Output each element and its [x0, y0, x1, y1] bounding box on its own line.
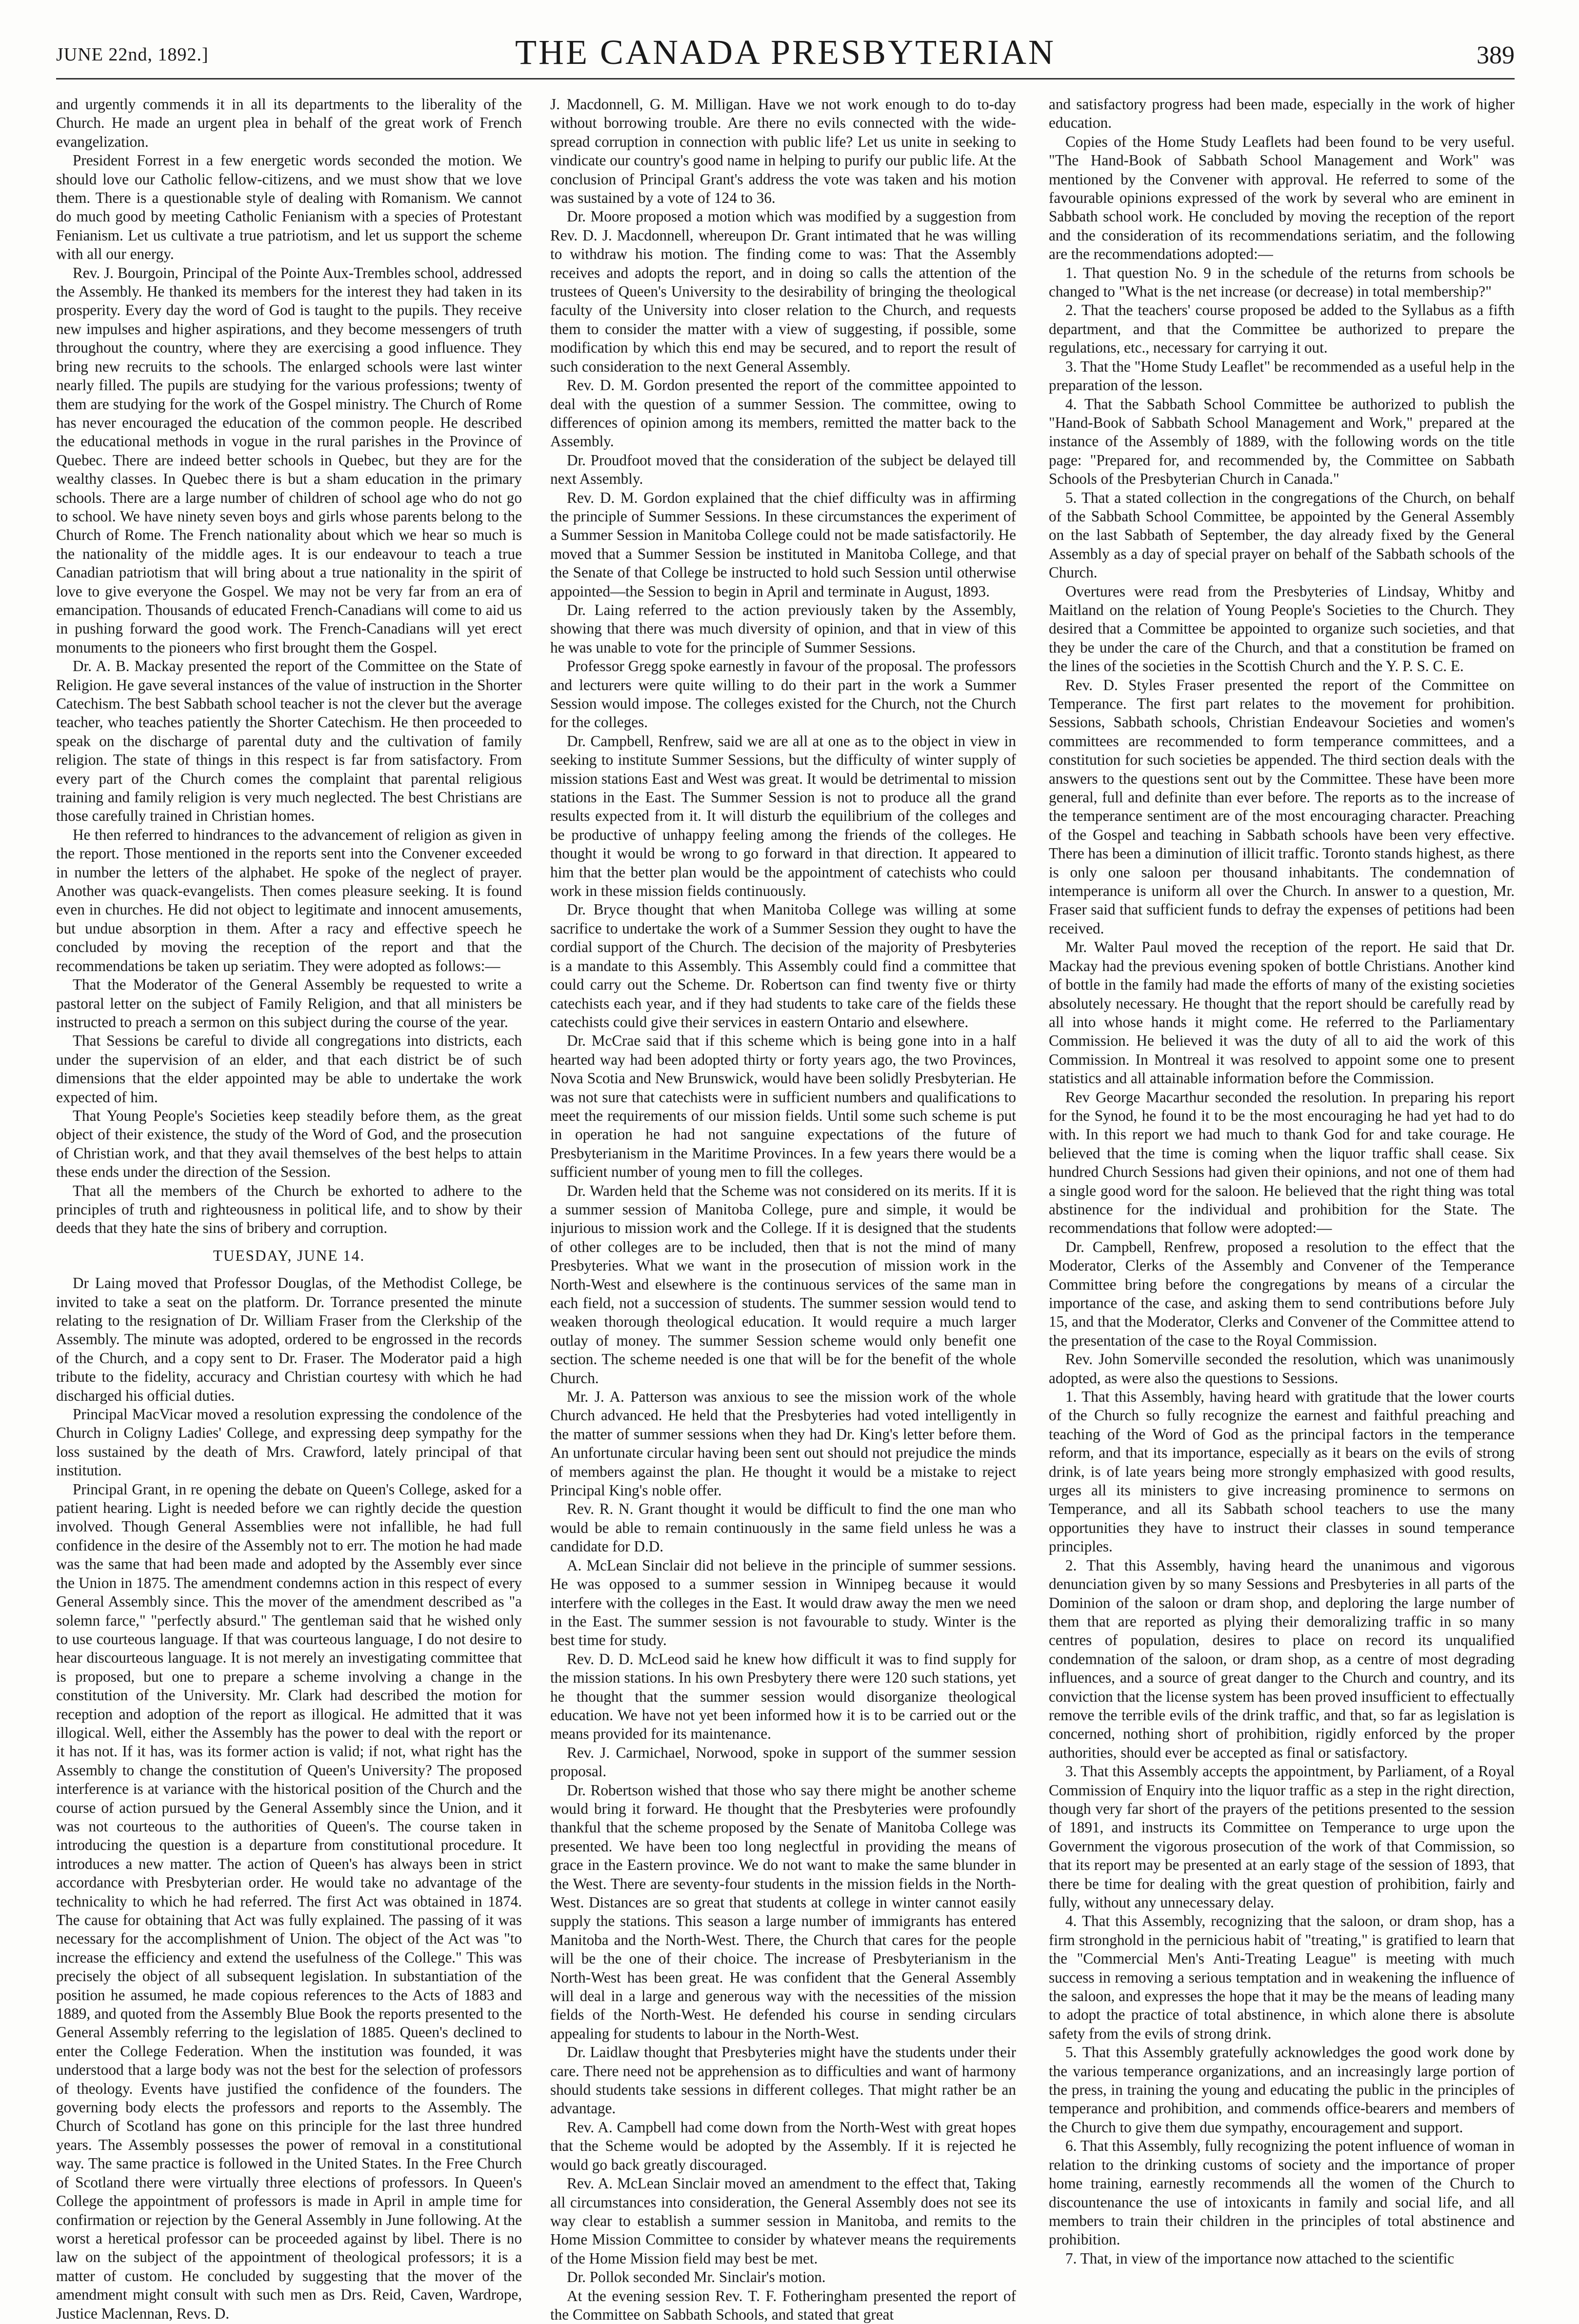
paragraph: 2. That the teachers' course proposed be added to the Syllabus as a fifth department, and that the Committee be authorized to prepare the regulations, etc., necessary for carrying it out.	[1049, 301, 1515, 357]
column-2	[550, 95, 1016, 2323]
paragraph: Copies of the Home Study Leaflets had been found to be very useful. "The Hand-Book of Sabbath School Management and Work" was mentioned by the Convener with approval. He referred to some of the favourable opinions expressed of the work by several who are eminent in Sabbath school work. He concluded by moving the reception of the report and the consideration of its recommendations seriatim, and the following are the recommendations adopted:—	[1049, 133, 1515, 263]
paragraph: Professor Gregg spoke earnestly in favour of the proposal. The professors and lecturers were quite willing to do their part in the work a Summer Session would impose. The colleges existed for the Church, not the Church for the colleges.	[550, 657, 1016, 731]
paragraph: Rev. John Somerville seconded the resolution, which was unanimously adopted, as were also the questions to Sessions.	[1049, 1351, 1515, 1387]
paragraph: Dr. Robertson wished that those who say there might be another scheme would bring it forward. He thought that the Presbyteries were profoundly thankful that the scheme proposed by the Senate of Manitoba College was presented. We have been too long neglectful in providing the means of grace in the Eastern province. We do not want to make the same blunder in the West. There are seventy-four students in the mission fields in the North-West. Distances are so great that students at college in winter cannot easily supply the stations. This season a large number of immigrants has entered Manitoba and the North-West. There, the Church that cares for the people will be the one of their choice. The increase of Presbyterianism in the North-West has been great. He was confident that the General Assembly will deal in a large and generous way with the necessities of the mission fields of the North-West. He defended his course in sending circulars appealing for students to labour in the North-West.	[550, 1781, 1016, 2042]
section-heading: TUESDAY, JUNE 14.	[213, 1247, 365, 1264]
paragraph: Rev. A. Campbell had come down from the North-West with great hopes that the Scheme would be adopted by the Assembly. If it is rejected he would go back greatly discouraged.	[550, 2118, 1016, 2173]
paragraph: That Young People's Societies keep steadily before them, as the great object of their existence, the study of the Word of God, and the prosecution of Christian work, and that they avail themselves of the best helps to attain these ends under the direction of the Session.	[56, 1107, 522, 1181]
paragraph: At the evening session Rev. T. F. Fotheringham presented the report of the Committee on Sabbath Schools, and stated that great	[550, 2287, 1016, 2323]
paragraph: Dr. Warden held that the Scheme was not considered on its merits. If it is a summer session of Manitoba College, pure and simple, it would be injurious to mission work and the College. If it is designed that the students of other colleges are to be included, then that is not the mind of many Presbyteries. What we want in the prosecution of mission work in the North-West and elsewhere is the continuous services of the same man in each field, not a succession of students. The summer session would tend to weaken thorough theological education. It would require a much larger outlay of money. The summer Session scheme would only benefit one section. The scheme needed is one that will be for the benefit of the whole Church.	[550, 1182, 1016, 1387]
paragraph: 1. That question No. 9 in the schedule of the returns from schools be changed to "What is the net increase (or decrease) in total membership?"	[1049, 264, 1515, 300]
paragraph: 3. That this Assembly accepts the appointment, by Parliament, of a Royal Commission of Enquiry into the liquor traffic as a step in the right direction, though very far short of the prayers of the petitions presented to the session of 1891, and instructs its Committee on Temperance to urge upon the Government the vigorous prosecution of the work of that Commission, so that its report may be presented at an early stage of the session of 1893, that there be time for dealing with the great question of prohibition, fairly and fully, without any unnecessary delay.	[1049, 1763, 1515, 1911]
paragraph: 7. That, in view of the importance now attached to the scientific	[1065, 2249, 1455, 2267]
column-1	[56, 95, 522, 2322]
page-header	[56, 29, 1515, 76]
paragraph: Mr. Walter Paul moved the reception of the report. He said that Dr. Mackay had the previous evening spoken of bottle Christians. Another kind of bottle in the family had made the efforts of many of the existing societies absolutely necessary. He thought that the report should be carefully read by all into whose hands it might come. He referred to the Parliamentary Commission. He believed it was the duty of all to aid the work of this Commission. In Montreal it was resolved to appoint some one to present statistics and all attainable information before the Commission.	[1049, 938, 1515, 1087]
paragraph: Overtures were read from the Presbyteries of Lindsay, Whitby and Maitland on the relation of Young People's Societies to the Church. They desired that a Committee be appointed to organize such societies, and that they be under the care of the Church, and that a constitution be framed on the lines of the societies in the Scottish Church and the Y. P. S. C. E.	[1049, 582, 1515, 675]
paragraph: That all the members of the Church be exhorted to adhere to the principles of truth and righteousness in political life, and to show by their deeds that they hate the sins of bribery and corruption.	[56, 1182, 522, 1237]
paragraph: Dr. Bryce thought that when Manitoba College was willing at some sacrifice to undertake the work of a Summer Session they ought to have the cordial support of the Church. The decision of the majority of Presbyteries is a mandate to this Assembly. This Assembly could find a committee that could carry out the Scheme. Dr. Robertson can find twenty five or thirty catechists each year, and if they had students to take care of the fields these catechists could give their services in eastern Ontario and elsewhere.	[550, 901, 1016, 1031]
paragraph: Principal MacVicar moved a resolution expressing the condolence of the Church in Coligny Ladies' College, and expressing deep sympathy for the loss sustained by the death of Mrs. Crawford, lately principal of that institution.	[56, 1406, 522, 1479]
header-rule	[56, 78, 1515, 79]
paragraph: J. Macdonnell, G. M. Milligan. Have we not work enough to do to-day without borrowing trouble. Are there no evils connected with the wide-spread corruption in connection with public life? Let us unite in seeking to vindicate our country's good name in helping to purify our public life. At the conclusion of Principal Grant's address the vote was taken and his motion was sustained by a vote of 124 to 36.	[550, 96, 1016, 207]
paragraph: 3. That the "Home Study Leaflet" be recommended as a useful help in the preparation of the lesson.	[1049, 358, 1515, 394]
paragraph: 4. That this Assembly, recognizing that the saloon, or dram shop, has a firm stronghold in the pernicious habit of "treating," is gratified to learn that the "Commercial Men's Anti-Treating League" is meeting with much success in removing a serious temptation and in weakening the influence of the saloon, and expresses the hope that it may be the means of leading many to adopt the practice of total abstinence, in which alone there is absolute safety from the evils of strong drink.	[1049, 1912, 1515, 2042]
paragraph: Rev. R. N. Grant thought it would be difficult to find the one man who would be able to remain continuously in the same field unless he was a candidate for D.D.	[550, 1500, 1016, 1555]
paragraph: Dr. Pollok seconded Mr. Sinclair's motion.	[567, 2268, 826, 2286]
paragraph: Rev. D. M. Gordon explained that the chief difficulty was in affirming the principle of Summer Sessions. In these circumstances the experiment of a Summer Session in Manitoba College could not be made satisfactorily. He moved that a Summer Session be instituted in Manitoba College, and that the Senate of that College be instructed to hold such Session until otherwise appointed—the Session to begin in April and terminate in August, 1893.	[550, 489, 1016, 600]
paragraph: and urgently commends it in all its departments to the liberality of the Church. He made an urgent plea in behalf of the great work of French evangelization.	[56, 96, 522, 150]
paragraph: That the Moderator of the General Assembly be requested to write a pastoral letter on the subject of Family Religion, and that all ministers be instructed to preach a sermon on this subject during the course of the year.	[56, 976, 522, 1031]
paragraph: Rev. J. Carmichael, Norwood, spoke in support of the summer session proposal.	[550, 1744, 1016, 1780]
paragraph: 5. That a stated collection in the congregations of the Church, on behalf of the Sabbath School Committee, be appointed by the General Assembly on the last Sabbath of September, the day already fixed by the General Assembly as a day of special prayer on behalf of the Sabbath schools of the Church.	[1049, 489, 1515, 581]
paragraph: Rev. D. D. McLeod said he knew how difficult it was to find supply for the mission stations. In his own Presbytery there were 120 such stations, yet he thought that the summer session would disorganize theological education. We have not yet been informed how it is to be carried out or the means provided for its maintenance.	[550, 1650, 1016, 1743]
paragraph: Dr. Moore proposed a motion which was modified by a suggestion from Rev. D. J. Macdonnell, whereupon Dr. Grant intimated that he was willing to withdraw his motion. The finding come to was: That the Assembly receives and adopts the report, and in doing so calls the attention of the trustees of Queen's University to the desirability of bringing the theological faculty of the University into closer relation to the Church, and requests them to consider the matter with a view of suggesting, if possible, some modification by which this end may be secured, and to report the result of such consideration to the next General Assembly.	[550, 208, 1016, 375]
paragraph: 6. That this Assembly, fully recognizing the potent influence of woman in relation to the drinking customs of society and the importance of proper home training, earnestly recommends all the women of the Church to discountenance the use of intoxicants in family and social life, and all members to train their children in the principles of total abstinence and prohibition.	[1049, 2137, 1515, 2248]
paragraph: Dr. Campbell, Renfrew, proposed a resolution to the effect that the Moderator, Clerks of the Assembly and Convener of the Temperance Committee bring before the congregations by means of a circular the importance of the case, and asking them to send contributions before July 15, and that the Moderator, Clerks and Convener of the Committee attend to the presentation of the case to the Royal Commission.	[1049, 1238, 1515, 1349]
paragraph: He then referred to hindrances to the advancement of religion as given in the report. Those mentioned in the reports sent into the Convener exceeded in number the letters of the alphabet. He spoke of the neglect of prayer. Another was quack-evangelists. Then comes pleasure seeking. It is found even in churches. He did not object to legitimate and innocent amusements, but undue absorption in them. After a racy and effective speech he concluded by moving the reception of the report and that the recommendations be taken up seriatim. They were adopted as follows:—	[56, 826, 522, 974]
paragraph: Dr. Proudfoot moved that the consideration of the subject be delayed till next Assembly.	[550, 451, 1016, 488]
column-3	[1049, 95, 1515, 2267]
paragraph: Rev. J. Bourgoin, Principal of the Pointe Aux-Trembles school, addressed the Assembly. He thanked its members for the interest they had taken in its prosperity. Every day the word of God is taught to the pupils. They receive new impulses and higher aspirations, and they become messengers of truth throughout the country, where they are exercising a good influence. They bring new recruits to the schools. The enlarged schools were last winter nearly filled. The pupils are studying for the various professions; twenty of them are studying for the work of the Gospel ministry. The Church of Rome has never encouraged the education of the common people. He described the educational methods in vogue in the rural parishes in the Province of Quebec. There are indeed better schools in Quebec, but they are for the wealthy classes. In Quebec there is but a sham education in the primary schools. There are a large number of children of school age who do not go to school. We have ninety seven boys and girls whose parents belong to the Church of Rome. The French nationality about which we hear so much is the nationality of the middle ages. It is our endeavour to teach a true Canadian patriotism that will bring about a true nationality in the spirit of love to give everyone the Gospel. We may not be very far from an era of emancipation. Thousands of educated French-Canadians will come to aid us in pushing forward the good work. The French-Canadians will yet erect monuments to the pioneers who first brought them the Gospel.	[56, 264, 522, 656]
paragraph: Rev George Macarthur seconded the resolution. In preparing his report for the Synod, he found it to be the most encouraging he had yet had to do with. In this report we had much to thank God for and take courage. He believed that the time is coming when the liquor traffic shall cease. Six hundred Church Sessions had given their opinions, and not one of them had a single good word for the saloon. He believed that the right thing was total abstinence for the individual and prohibition for the State. The recommendations that follow were adopted:—	[1049, 1088, 1515, 1237]
paragraph: and satisfactory progress had been made, especially in the work of higher education.	[1049, 96, 1515, 132]
paragraph: 4. That the Sabbath School Committee be authorized to publish the "Hand-Book of Sabbath School Management and Work," prepared at the instance of the Assembly of 1889, with the following words on the title page: "Prepared for, and recommended by, the Committee on Sabbath Schools of the Presbyterian Church in Canada."	[1049, 395, 1515, 488]
paragraph: President Forrest in a few energetic words seconded the motion. We should love our Catholic fellow-citizens, and we must show that we love them. There is a questionable style of dealing with Romanism. We cannot do much good by meeting Catholic Fenianism with a species of Protestant Fenianism. Let us cultivate a true patriotism, and let us support the scheme with all our energy.	[56, 152, 522, 263]
paragraph: A. McLean Sinclair did not believe in the principle of summer sessions. He was opposed to a summer session in Winnipeg because it would interfere with the colleges in the East. It would draw away the men we need in the East. The summer session is not favourable to study. Winter is the best time for study.	[550, 1556, 1016, 1649]
issue-date: JUNE 22nd, 1892.]	[56, 44, 209, 65]
page-number: 389	[1477, 41, 1515, 69]
paragraph: 2. That this Assembly, having heard the unanimous and vigorous denunciation given by so many Sessions and Presbyteries in all parts of the Dominion of the saloon or dram shop, and deploring the large number of them that are reported as plying their demoralizing traffic in so many centres of population, desires to place on record its unqualified condemnation of the saloon, or dram shop, as a centre of most degrading influences, and a source of great danger to the Church and country, and its conviction that the license system has been proved insufficient to effectually remove the terrible evils of the drink traffic, and that, so far as legislation is concerned, nothing short of prohibition, rigidly enforced by the proper authorities, should ever be accepted as final or satisfactory.	[1049, 1556, 1515, 1761]
paragraph: Dr Laing moved that Professor Douglas, of the Methodist College, be invited to take a seat on the platform. Dr. Torrance presented the minute relating to the resignation of Dr. William Fraser from the Clerkship of the Assembly. The minute was adopted, ordered to be engrossed in the records of the Church, and a copy sent to Dr. Fraser. The Moderator paid a high tribute to the fidelity, accuracy and Christian courtesy with which he had discharged his official duties.	[56, 1274, 522, 1404]
paragraph: 1. That this Assembly, having heard with gratitude that the lower courts of the Church so fully recognize the earnest and faithful preaching and teaching of the Word of God as the principal factors in the temperance reform, and that its importance, especially as it bears on the evils of strong drink, is of late years being more strongly emphasized with good results, urges all its ministers to give increasing prominence to sermons on Temperance, and all its Sabbath school teachers to use the many opportunities they have to instruct their classes in sound temperance principles.	[1049, 1388, 1515, 1555]
paragraph: Dr. Laing referred to the action previously taken by the Assembly, showing that there was much diversity of opinion, and that in view of this he was unable to vote for the principle of Summer Sessions.	[550, 601, 1016, 656]
paragraph: Rev. D. M. Gordon presented the report of the committee appointed to deal with the question of a summer Session. The committee, owing to differences of opinion among its members, remitted the matter back to the Assembly.	[550, 377, 1016, 450]
paragraph: Rev. D. Styles Fraser presented the report of the Committee on Temperance. The first part relates to the movement for prohibition. Sessions, Sabbath schools, Christian Endeavour Societies and women's committees are recommended to form temperance committees, and a constitution for such societies be appended. The third section deals with the answers to the questions sent out by the Committee. These have been more general, full and definite than ever before. The reports as to the increase of the temperance sentiment are of the most encouraging character. Preaching of the Gospel and teaching in Sabbath schools have been very effective. There has been a diminution of illicit traffic. Toronto stands highest, as there is only one saloon per thousand inhabitants. The condemnation of intemperance is uniform all over the Church. In answer to a question, Mr. Fraser said that sufficient funds to defray the expenses of petitions had been received.	[1049, 676, 1515, 937]
paragraph: Dr. Laidlaw thought that Presbyteries might have the students under their care. There need not be apprehension as to difficulties and want of harmony should students take sessions in different colleges. That might rather be an advantage.	[550, 2044, 1016, 2117]
paragraph: That Sessions be careful to divide all congregations into districts, each under the supervision of an elder, and that each district be of such dimensions that the elder appointed may be able to undertake the work expected of him.	[56, 1032, 522, 1106]
paragraph: Dr. McCrae said that if this scheme which is being gone into in a half hearted way had been adopted thirty or forty years ago, the two Provinces, Nova Scotia and New Brunswick, would have been solidly Presbyterian. He was not sure that catechists were in sufficient numbers and qualifications to meet the requirements of our mission fields. Until some such scheme is put in operation he had not sanguine expectations of the future of Presbyterianism in the Maritime Provinces. In a few years there would be a sufficient number of young men to fill the colleges.	[550, 1032, 1016, 1181]
paragraph: Rev. A. McLean Sinclair moved an amendment to the effect that, Taking all circumstances into consideration, the General Assembly does not see its way clear to establish a summer session in Manitoba, and remits to the Home Mission Committee to consider by whatever means the requirements of the Home Mission field may best be met.	[550, 2175, 1016, 2267]
newspaper-title: THE CANADA PRESBYTERIAN	[515, 33, 1056, 72]
paragraph: Dr. Campbell, Renfrew, said we are all at one as to the object in view in seeking to institute Summer Sessions, but the difficulty of winter supply of mission stations East and West was great. It would be detrimental to mission stations in the East. The Summer Session is not to produce all the grand results expected from it. It will disturb the equilibrium of the colleges and be productive of unhappy feeling among the friends of the colleges. He thought it would be wrong to go forward in that direction. It appeared to him that the better plan would be the appointment of catechists who could work in these mission fields continuously.	[550, 732, 1016, 900]
paragraph: Dr. A. B. Mackay presented the report of the Committee on the State of Religion. He gave several instances of the value of instruction in the Shorter Catechism. The best Sabbath school teacher is not the clever but the average teacher, who teaches patiently the Shorter Catechism. He then proceeded to speak on the discharge of parental duty and the cultivation of family religion. The state of things in this respect is far from satisfactory. From every part of the Church comes the complaint that parental religious training and family religion is very much neglected. The best Christians are those carefully trained in Christian homes.	[56, 657, 522, 825]
paragraph: 5. That this Assembly gratefully acknowledges the good work done by the various temperance organizations, and an increasingly large portion of the press, in training the young and educating the public in the principles of temperance and prohibition, and commends office-bearers and members of the Church to give them due sympathy, encouragement and support.	[1049, 2044, 1515, 2136]
paragraph: Mr. J. A. Patterson was anxious to see the mission work of the whole Church advanced. He held that the Presbyteries had voted intelligently in the matter of summer sessions when they had Dr. King's letter before them. An unfortunate circular having been sent out should not prejudice the minds of members against the plan. He thought it would be a mistake to reject Principal King's noble offer.	[550, 1388, 1016, 1499]
paragraph: Principal Grant, in re opening the debate on Queen's College, asked for a patient hearing. Light is needed before we can rightly decide the question involved. Though General Assemblies were not infallible, he had full confidence in the desire of the Assembly not to err. The motion he had made was the same that had been made and adopted by the Assembly ever since the Union in 1875. The amendment condemns action in this respect of every General Assembly since. This the mover of the amendment described as "a solemn farce," "perfectly absurd." The gentleman said that he wished only to use courteous language. If that was courteous language, I do not desire to hear discourteous language. It is not merely an investigating committee that is proposed, but one to prepare a scheme involving a change in the constitution of the University. Mr. Clark had described the motion for reception and adoption of the report as illogical. He admitted that it was illogical. Well, either the Assembly has the power to deal with the report or it has not. If it has, was its former action is valid; if not, what right has the Assembly to change the constitution of Queen's University? The proposed interference is at variance with the historical position of the Church and the course of action pursued by the General Assembly since the Union, and it was not courteous to the authorities of Queen's. The course taken in introducing the question is a departure from constitutional procedure. It introduces a new matter. The action of Queen's has always been in strict accordance with Presbyterian order. He would take no advantage of the technicality to which he had referred. The first Act was obtained in 1874. The cause for obtaining that Act was fully explained. The passing of it was necessary for the accomplishment of Union. The object of the Act was "to increase the efficiency and extend the usefulness of the College." This was precisely the object of all subsequent legislation. In substantiation of the position he assumed, he made copious references to the Acts of 1883 and 1889, and quoted from the Assembly Blue Book the reports presented to the General Assembly referring to the legislation of 1885. Queen's declined to enter the College Federation. When the institution was founded, it was understood that a large body was not the best for the selection of professors of theology. Events have justified the confidence of the founders. The governing body elects the professors and reports to the Assembly. The Church of Scotland has gone on this principle for the last three hundred years. The Assembly possesses the power of removal in a constitutional way. The same practice is followed in the United States. In the Free Church of Scotland there were virtually three elections of professors. In Queen's College the appointment of professors is made in April in ample time for confirmation or rejection by the General Assembly in June following. At the worst a heretical professor can be proceeded against by libel. There is no law on the subject of the appointment of theological professors; it is a matter of custom. He concluded by suggesting that the mover of the amendment might consult with such men as Drs. Reid, Caven, Wardrope, Justice Maclennan, Revs. D.	[56, 1480, 522, 2322]
